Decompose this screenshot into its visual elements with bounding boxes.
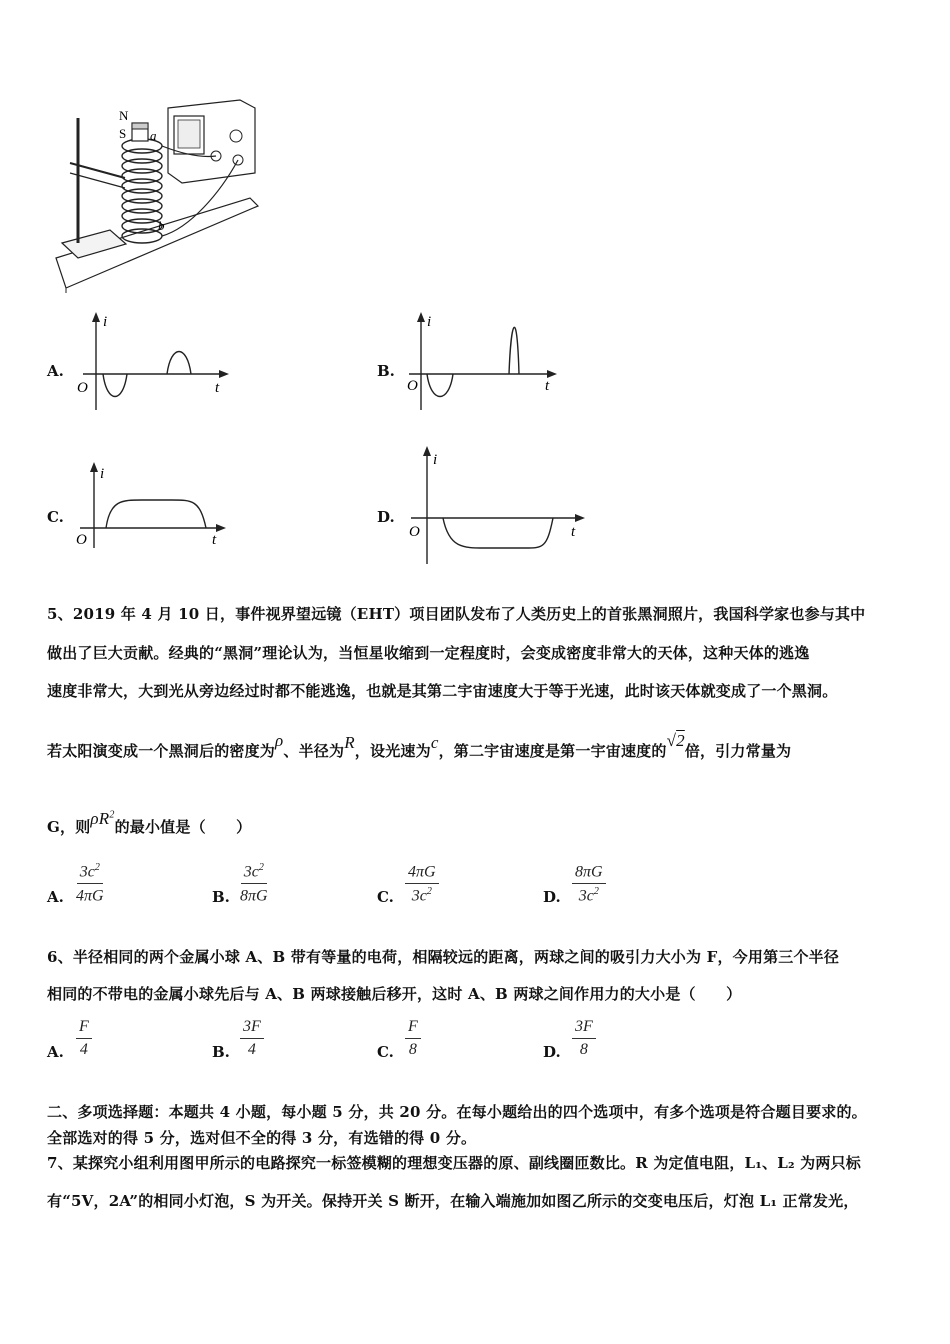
- q5-option-a-fraction[interactable]: $\frac{3c^2}{4\pi G}$: [76, 862, 104, 905]
- graph-option-a: [75, 310, 235, 415]
- q5-sqrt2-radicand: 2: [676, 731, 685, 750]
- q5-option-c-fraction[interactable]: $\frac{4\pi G}{3c^2}$: [405, 862, 439, 906]
- pole-label-south: S: [119, 126, 127, 141]
- q5-line-2: 做出了巨大贡献。经典的“黑洞”理论认为，当恒星收缩到一定程度时，会变成密度非常大的天体，这种天体的逃逸: [47, 644, 810, 662]
- graph-option-d-label: D.: [377, 508, 395, 526]
- graph-option-a-label: A.: [47, 362, 64, 380]
- graph-a-origin: O: [77, 380, 88, 396]
- q5-line-4-c: ，设光速为: [354, 742, 431, 760]
- graph-a-axis-x: t: [215, 380, 220, 396]
- graph-option-b-label: B.: [377, 362, 395, 380]
- graph-c-axis-y: i: [100, 466, 105, 482]
- q5-option-a-label: A.: [47, 888, 64, 906]
- q5-rhoR2: $\rho R^2$: [90, 809, 115, 828]
- q6-option-a-fraction[interactable]: $\frac{F}{4}$: [76, 1018, 92, 1059]
- q5-line-3: 速度非常大，大到光从旁边经过时都不能逃逸，也就是其第二宇宙速度大于等于光速，此时该天体就变成了一个黑洞。: [47, 682, 838, 700]
- terminal-label-a: a: [150, 128, 157, 143]
- graph-option-c: [72, 460, 232, 550]
- q5-option-d-fraction[interactable]: $\frac{8\pi G}{3c^2}$: [572, 862, 606, 906]
- graph-option-b: [405, 310, 565, 415]
- q5-sqrt2: √2: [666, 731, 685, 750]
- graph-d-origin: O: [409, 524, 420, 540]
- q6-option-c-label: C.: [377, 1043, 394, 1061]
- graph-b-axis-y: i: [427, 314, 432, 330]
- graph-d-axis-y: i: [433, 452, 438, 468]
- graph-a-axis-y: i: [103, 314, 108, 330]
- apparatus-illustration: [50, 98, 260, 293]
- q6-option-b-fraction[interactable]: $\frac{3F}{4}$: [240, 1018, 264, 1059]
- q5-rho: ρ: [275, 731, 284, 750]
- q5-line-5: [47, 809, 252, 837]
- q6-option-d-fraction[interactable]: $\frac{3F}{8}$: [572, 1018, 596, 1059]
- graph-d-axis-x: t: [571, 524, 576, 540]
- q5-line-4-b: 、半径为: [283, 742, 345, 760]
- q5-option-c-label: C.: [377, 888, 394, 906]
- q5-option-d-label: D.: [543, 888, 561, 906]
- q6-line-1: 6、半径相同的两个金属小球 A、B 带有等量的电荷，相隔较远的距离，两球之间的吸引力大小为 F，今用第三个半径: [47, 948, 840, 966]
- q5-option-b-label: B.: [212, 888, 230, 906]
- terminal-label-b: b: [158, 218, 165, 233]
- q6-option-b-label: B.: [212, 1043, 230, 1061]
- q7-line-1: 7、某探究小组利用图甲所示的电路探究一标签模糊的理想变压器的原、副线圈匝数比。R 为定值电阻，L₁、L₂ 为两只标: [47, 1154, 861, 1172]
- graph-c-origin: O: [76, 532, 87, 548]
- q7-line-2: 有“5V，2A”的相同小灯泡，S 为开关。保持开关 S 断开，在输入端施加如图乙所示的交变电压后，灯泡 L₁ 正常发光，: [47, 1192, 859, 1210]
- q5-R: R: [344, 733, 355, 752]
- q6-option-d-label: D.: [543, 1043, 561, 1061]
- section2-line-2: 全部选对的得 5 分，选对但不全的得 3 分，有选错的得 0 分。: [47, 1129, 477, 1147]
- q5-line-4-d: ，第二宇宙速度是第一宇宙速度的: [438, 742, 667, 760]
- section2-line-1: 二、多项选择题：本题共 4 小题，每小题 5 分，共 20 分。在每小题给出的四个选项中，有多个选项是符合题目要求的。: [47, 1103, 867, 1121]
- q5-line-4-a: 若太阳演变成一个黑洞后的密度为: [47, 742, 276, 760]
- graph-option-d: [405, 444, 595, 569]
- q6-option-a-label: A.: [47, 1043, 64, 1061]
- q6-line-2: 相同的不带电的金属小球先后与 A、B 两球接触后移开，这时 A、B 两球之间作用力的大小是（ ）: [47, 985, 742, 1003]
- q5-line-1: 5、2019 年 4 月 10 日，事件视界望远镜（EHT）项目团队发布了人类历史上的首张黑洞照片，我国科学家也参与其中: [47, 605, 866, 623]
- q5-c: c: [430, 733, 439, 752]
- q5-line-5-a: G，则: [47, 818, 91, 836]
- graph-b-origin: O: [407, 378, 418, 394]
- q5-option-b-fraction[interactable]: $\frac{3c^2}{8\pi G}$: [240, 862, 268, 905]
- q6-option-c-fraction[interactable]: $\frac{F}{8}$: [405, 1018, 421, 1059]
- pole-label-north: N: [119, 108, 129, 123]
- graph-b-axis-x: t: [545, 378, 550, 394]
- q5-line-4-e: 倍，引力常量为: [684, 742, 792, 760]
- graph-c-axis-x: t: [212, 532, 217, 548]
- graph-option-c-label: C.: [47, 508, 64, 526]
- q5-line-5-b: 的最小值是（ ）: [114, 818, 252, 836]
- q5-line-4: [47, 731, 792, 761]
